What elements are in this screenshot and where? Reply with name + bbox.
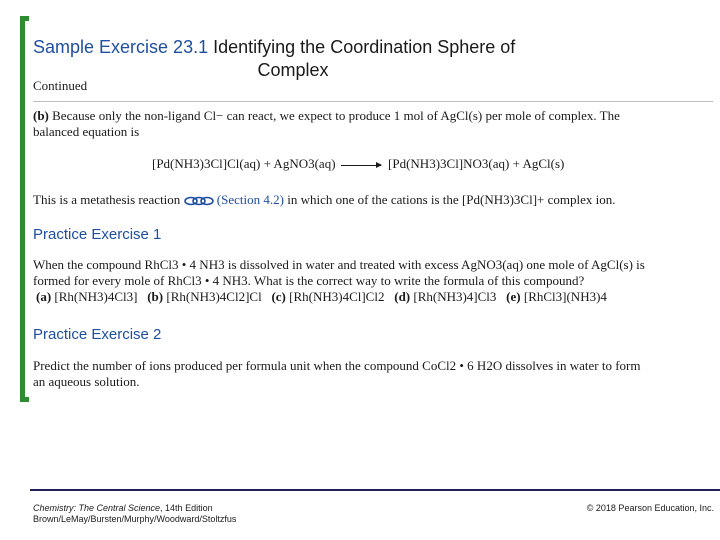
continued-label: Continued <box>33 78 88 93</box>
book-title: Chemistry: The Central Science <box>33 503 161 513</box>
metathesis-text <box>33 192 713 208</box>
practice-1-line1: When the compound RhCl3 • 4 NH3 is dissolved in water and treated with excess AgNO3(aq) one mole of AgCl(s) is <box>33 257 645 272</box>
practice-2-line1: Predict the number of ions produced per formula unit when the compound CoCl2 • 6 H2O dissolves in water to form <box>33 358 641 373</box>
part-b-text <box>33 108 693 140</box>
option-c-label: (c) <box>271 289 286 304</box>
slide-title <box>33 36 673 82</box>
metathesis-before: This is a metathesis reaction <box>33 192 181 207</box>
option-e-text: [RhCl3](NH3)4 <box>523 289 607 304</box>
option-a-text: [Rh(NH3)4Cl3] <box>54 289 138 304</box>
practice-1-line2: formed for every mole of RhCl3 • 4 NH3. What is the correct way to write the formula of this compound? <box>33 273 585 288</box>
footer-divider <box>30 489 720 491</box>
answer-options <box>33 289 607 304</box>
section-link[interactable]: (Section 4.2) <box>216 192 284 207</box>
book-authors: Brown/LeMay/Bursten/Murphy/Woodward/Stoltzfus <box>33 514 237 524</box>
equation-lhs: [Pd(NH3)3Cl]Cl(aq) + AgNO3(aq) <box>152 156 336 171</box>
reaction-arrow-icon <box>341 165 381 166</box>
equation-rhs: [Pd(NH3)3Cl]NO3(aq) + AgCl(s) <box>388 156 565 171</box>
metathesis-after: in which one of the cations is the [Pd(NH3)3Cl]+ complex ion. <box>287 192 616 207</box>
practice-2-text <box>33 358 713 390</box>
balanced-equation <box>152 156 564 172</box>
option-a-label: (a) <box>36 289 52 304</box>
copyright-notice: © 2018 Pearson Education, Inc. <box>586 503 714 513</box>
part-b-label: (b) <box>33 108 49 123</box>
option-b-text: [Rh(NH3)4Cl2]Cl <box>166 289 262 304</box>
option-e-label: (e) <box>506 289 521 304</box>
option-d-label: (d) <box>394 289 411 304</box>
part-b-line2: balanced equation is <box>33 124 140 139</box>
footer-citation <box>33 503 236 525</box>
title-line1: Identifying the Coordination Sphere of <box>213 37 516 57</box>
practice-2-line2: an aqueous solution. <box>33 374 140 389</box>
practice-2-heading: Practice Exercise 2 <box>33 326 162 343</box>
practice-1-text <box>33 257 713 305</box>
option-b-label: (b) <box>147 289 164 304</box>
green-bracket <box>20 16 29 402</box>
book-edition: , 14th Edition <box>160 503 213 513</box>
title-divider <box>33 101 713 102</box>
chain-link-icon <box>184 196 214 206</box>
practice-1-heading: Practice Exercise 1 <box>33 226 162 243</box>
title-line2: Complex <box>257 60 329 80</box>
option-c-text: [Rh(NH3)4Cl]Cl2 <box>289 289 385 304</box>
exercise-number: Sample Exercise 23.1 <box>33 37 209 57</box>
option-d-text: [Rh(NH3)4]Cl3 <box>413 289 497 304</box>
part-b-line1: Because only the non-ligand Cl− can react, we expect to produce 1 mol of AgCl(s) per mole of complex. The <box>52 108 620 123</box>
